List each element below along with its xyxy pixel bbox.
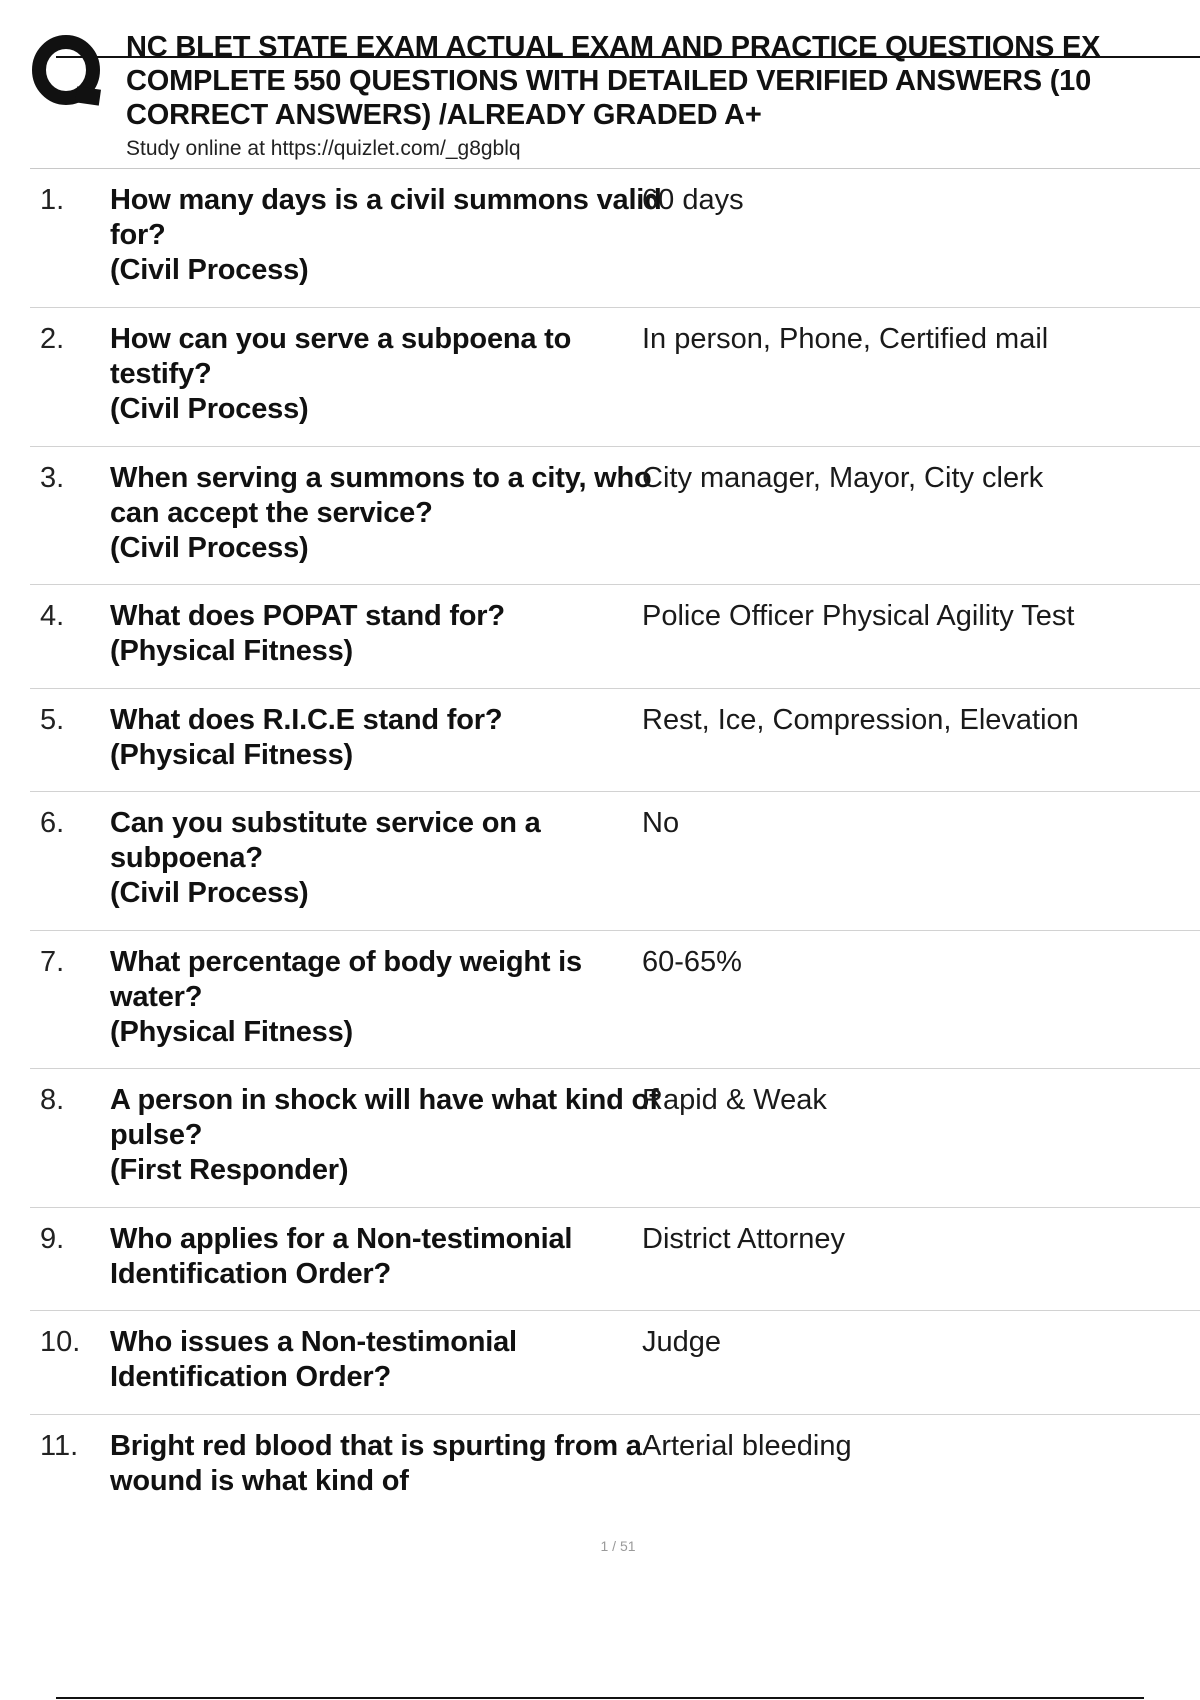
answer-text: Police Officer Physical Agility Test	[642, 600, 1075, 632]
answer-text: Arterial bleeding	[642, 1430, 852, 1462]
question-text: A person in shock will have what kind of pulse? (First Responder)	[110, 1084, 659, 1186]
question-text: What does POPAT stand for? (Physical Fitness)	[110, 600, 505, 667]
question-item	[30, 931, 1200, 1069]
question-item	[30, 169, 1200, 308]
question-item	[30, 689, 1200, 792]
question-text: When serving a summons to a city, who can accept the service? (Civil Process)	[110, 462, 652, 564]
title-line-3: CORRECT ANSWERS) /ALREADY GRADED A+	[126, 99, 762, 131]
title-line-1: NC BLET STATE EXAM ACTUAL EXAM AND PRACTICE QUESTIONS EX	[126, 31, 1101, 63]
question-item	[30, 1311, 1200, 1415]
question-text: How can you serve a subpoena to testify? (Civil Process)	[110, 323, 572, 425]
answer-text: Rapid & Weak	[642, 1084, 827, 1116]
question-number: 8.	[40, 1084, 65, 1116]
answer-text: 60 days	[642, 184, 744, 216]
question-number: 2.	[40, 323, 65, 355]
answer-text: In person, Phone, Certified mail	[642, 323, 1049, 355]
question-item	[30, 585, 1200, 689]
question-item	[30, 792, 1200, 931]
question-text: What does R.I.C.E stand for? (Physical Fitness)	[110, 704, 503, 771]
answer-text: District Attorney	[642, 1223, 846, 1255]
question-list	[30, 169, 1200, 1525]
question-number: 4.	[40, 600, 65, 632]
question-number: 7.	[40, 946, 65, 978]
answer-text: Rest, Ice, Compression, Elevation	[642, 704, 1079, 736]
document-title	[126, 30, 1200, 132]
question-number: 11.	[40, 1430, 79, 1462]
question-number: 10.	[40, 1326, 81, 1358]
question-item	[30, 1208, 1200, 1311]
question-number: 1.	[40, 184, 65, 216]
document-header	[0, 0, 1200, 168]
question-number: 5.	[40, 704, 65, 736]
question-number: 3.	[40, 462, 65, 494]
footer-rule	[56, 1697, 1144, 1699]
answer-text: City manager, Mayor, City clerk	[642, 462, 1044, 494]
study-online-link[interactable]: Study online at https://quizlet.com/_g8gblq	[126, 137, 521, 160]
question-item	[30, 1069, 1200, 1208]
question-text: Who applies for a Non-testimonial Identification Order?	[110, 1223, 573, 1290]
answer-text: No	[642, 807, 680, 839]
question-number: 9.	[40, 1223, 65, 1255]
question-text: Who issues a Non-testimonial Identification Order?	[110, 1326, 517, 1393]
question-text: Bright red blood that is spurting from a wound is what kind of	[110, 1430, 642, 1497]
question-text: What percentage of body weight is water? (Physical Fitness)	[110, 946, 582, 1048]
answer-text: Judge	[642, 1326, 722, 1358]
quizlet-logo-icon	[30, 32, 106, 112]
answer-text: 60-65%	[642, 946, 742, 978]
question-item	[30, 447, 1200, 585]
question-text: Can you substitute service on a subpoena? (Civil Process)	[110, 807, 541, 909]
question-number: 6.	[40, 807, 65, 839]
title-line-2: COMPLETE 550 QUESTIONS WITH DETAILED VERIFIED ANSWERS (10	[126, 65, 1092, 97]
page-indicator: 1 / 51	[600, 1538, 636, 1554]
question-item	[30, 1415, 1200, 1525]
question-item	[30, 308, 1200, 447]
question-text: How many days is a civil summons valid for? (Civil Process)	[110, 184, 662, 286]
